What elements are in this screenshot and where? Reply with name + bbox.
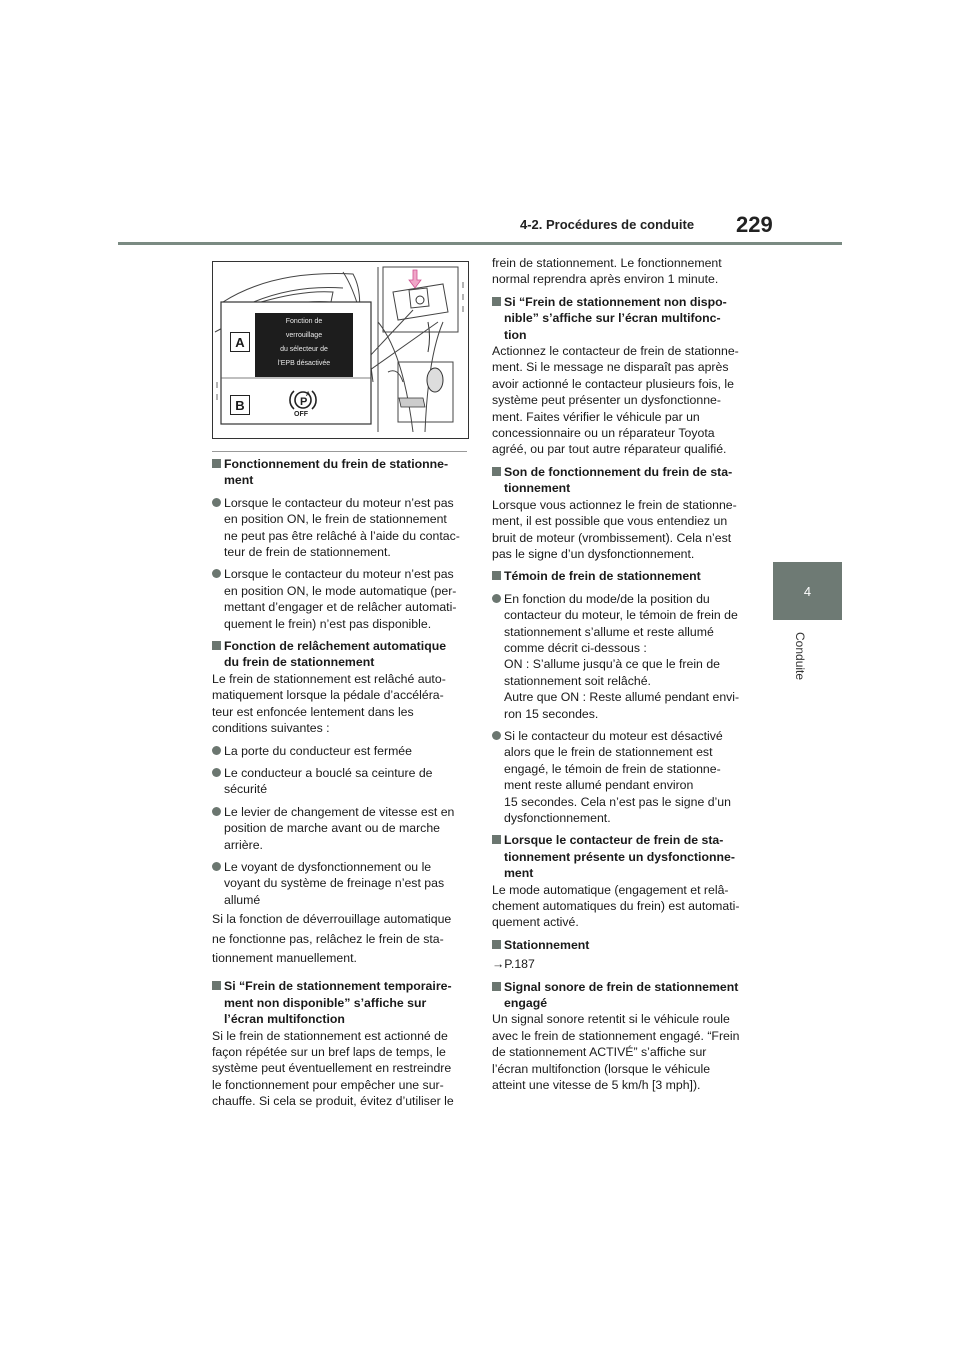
section-heading: Signal sonore de frein de stationnement engagé (492, 979, 748, 1012)
section-heading: Fonction de relâchement automatique du frein de stationnement (212, 638, 468, 671)
icon-letter-a: A (306, 392, 311, 398)
chapter-tab-number[interactable]: 4 (773, 562, 842, 620)
section-heading: Stationnement (492, 937, 748, 953)
parking-brake-auto-off-icon (288, 387, 318, 417)
left-column (212, 456, 468, 1110)
parking-brake-figure (212, 261, 469, 439)
section-heading: Si “Frein de stationnement non dispo- nible” s’affiche sur l’écran multifonc- tion (492, 294, 748, 343)
body-paragraph: Si la fonction de déverrouillage automatique (212, 912, 452, 927)
bullet-item: Lorsque le contacteur du moteur n’est pas en position ON, le mode automatique (per- mettant d’engager et de relâcher automati- quement le frein) n’est pas disponible. (212, 566, 468, 632)
display-line: du sélecteur de (280, 346, 328, 353)
body-paragraph: Le frein de stationnement est relâché auto- matiquement lorsque la pédale d’accéléra- teur est enfoncée lentement dans les conditions suivantes : (212, 671, 446, 736)
header-divider (118, 242, 842, 245)
body-paragraph: Le mode automatique (engagement et relâ- chement automatiques du frein) est automati- quement activé. (492, 882, 740, 930)
cross-reference-link[interactable]: →P.187 (492, 957, 535, 972)
body-paragraph: tionnement manuellement. (212, 950, 357, 965)
body-paragraph: Un signal sonore retentit si le véhicule roule avec le frein de stationnement engagé. “Frein de stationnement ACTIVÉ” s’affiche sur l’écran multifonction (lorsque le véhicule atteint une vitesse de 5 km/h [3 mph]). (492, 1012, 740, 1093)
display-line: Fonction de (285, 318, 323, 325)
body-paragraph: Si le frein de stationnement est actionné de façon répétée sur un bref laps de temps, le système peut éventuellement en restreindre le fonctionnement pour empêcher une sur- chauffe. Si cela se produit, évitez d’utiliser le (212, 1028, 454, 1109)
section-heading: Fonctionnement du frein de stationne- ment (212, 456, 468, 489)
bullet-item: La porte du conducteur est fermée (212, 743, 468, 759)
body-paragraph: frein de stationnement. Le fonctionnement normal reprendra après environ 1 minute. (492, 256, 722, 287)
display-line: l'EPB désactivée (277, 360, 331, 367)
figure-divider (212, 451, 467, 452)
bullet-item: Le voyant de dysfonctionnement ou le voyant du système de freinage n’est pas allumé (212, 859, 468, 908)
bullet-item: En fonction du mode/de la position du contacteur du moteur, le témoin de frein de stationnement s’allume et reste allumé comme décrit ci-dessous : ON : S’allume jusqu’à ce que le frein de stationnement soit relâché. Autre que ON : Reste allumé pendant envi- ron 15 secondes. (492, 591, 748, 722)
body-paragraph: ne fonctionne pas, relâchez le frein de sta- (212, 931, 444, 946)
body-paragraph: Actionnez le contacteur de frein de stationne- ment. Si le message ne disparaît pas après avoir actionné le contacteur plusieurs fois, le système peut présenter un dysfonctionne- ment. Faites vérifier le véhicule par un concessionnaire ou un réparateur Toyota agréé, ou par tout autre réparateur qualifié. (492, 344, 739, 457)
icon-off-text: OFF (294, 411, 308, 417)
section-title: 4-2. Procédures de conduite (520, 217, 695, 232)
section-heading: Son de fonctionnement du frein de sta- tionnement (492, 464, 748, 497)
chapter-tab-label: Conduite (793, 632, 807, 681)
body-paragraph: Lorsque vous actionnez le frein de stationne- ment, il est possible que vous entendiez un bruit de moteur (vrombissement). Cela n’est pas le signe d’un dysfonctionnement. (492, 497, 737, 561)
section-heading: Lorsque le contacteur de frein de sta- tionnement présente un dysfonctionne- ment (492, 832, 748, 881)
section-heading: Si “Frein de stationnement temporaire- ment non disponible” s’affiche sur l’écran multifonction (212, 978, 468, 1027)
multifunction-display-message (255, 313, 353, 377)
display-line: verrouillage (285, 332, 323, 339)
figure-label-b: B (230, 395, 250, 415)
section-heading: Témoin de frein de stationnement (492, 568, 748, 584)
bullet-item: Le levier de changement de vitesse est en position de marche avant ou de marche arrière. (212, 804, 468, 853)
bullet-item: Lorsque le contacteur du moteur n’est pas en position ON, le frein de stationnement ne peut pas être relâché à l’aide du contac- teur de frein de stationnement. (212, 495, 468, 561)
page-number: 229 (736, 212, 773, 237)
figure-label-a: A (230, 332, 250, 352)
bullet-item: Si le contacteur du moteur est désactivé alors que le frein de stationnement est engagé, le témoin de frein de stationne- ment reste allumé pendant environ 15 secondes. Cela n’est pas le signe d’un dysfonctionnement. (492, 728, 748, 826)
icon-letter-p: P (300, 396, 308, 408)
bullet-item: Le conducteur a bouclé sa ceinture de sécurité (212, 765, 468, 798)
right-column (492, 255, 748, 1094)
